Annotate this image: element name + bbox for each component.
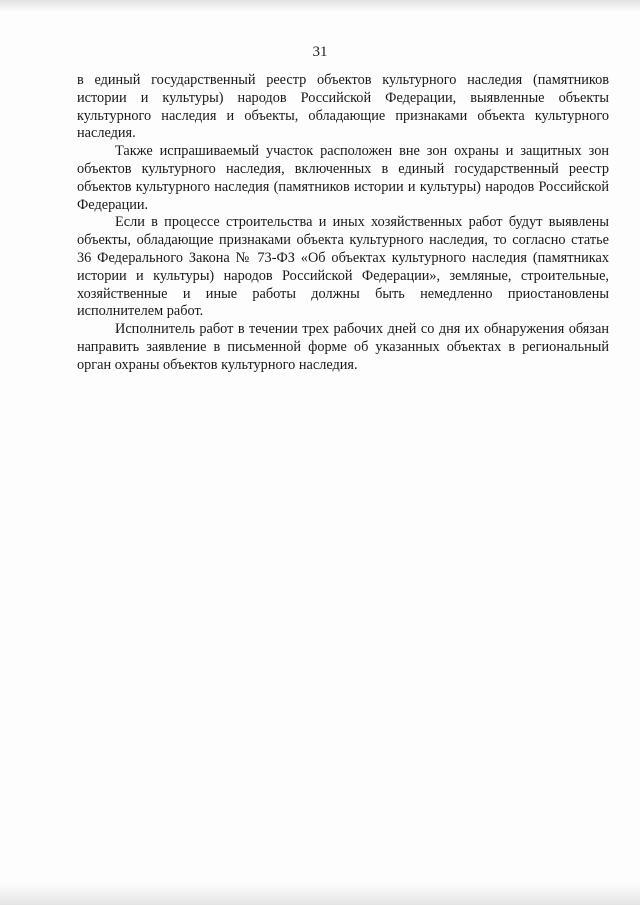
paragraph-notification: Исполнитель работ в течении трех рабочих дней со дня их обнаружения обязан направить заявление в письменной форме об указанных объектах в региональный орган охраны объектов культурного наследия. xyxy=(77,321,609,373)
page-number: 31 xyxy=(312,44,328,60)
paragraph-discovery-procedure: Если в процессе строительства и иных хозяйственных работ будут выявлены объекты, обладающие признаками объекта культурного наследия, то согласно статье 36 Федерального Закона № 73-ФЗ «Об объектах культурного наследия (памятниках истории и культуры) народов Российской Федерации», земляные, строительные, хозяйственные и иные работы должны быть немедленно приостановлены исполнителем работ. xyxy=(77,214,609,320)
paragraph-protection-zones: Также испрашиваемый участок расположен вне зон охраны и защитных зон объектов культурного наследия, включенных в единый государственный реестр объектов культурного наследия (памятников истории и культуры) народов Российской Федерации. xyxy=(77,143,609,213)
scan-top-edge xyxy=(0,0,640,12)
scan-bottom-edge xyxy=(0,883,640,905)
paragraph-continuation: в единый государственный реестр объектов культурного наследия (памятников истории и культуры) народов Российской Федерации, выявленные объекты культурного наследия и объекты, обладающие признаками объекта культурного наследия. xyxy=(77,72,609,142)
document-body xyxy=(77,72,609,375)
